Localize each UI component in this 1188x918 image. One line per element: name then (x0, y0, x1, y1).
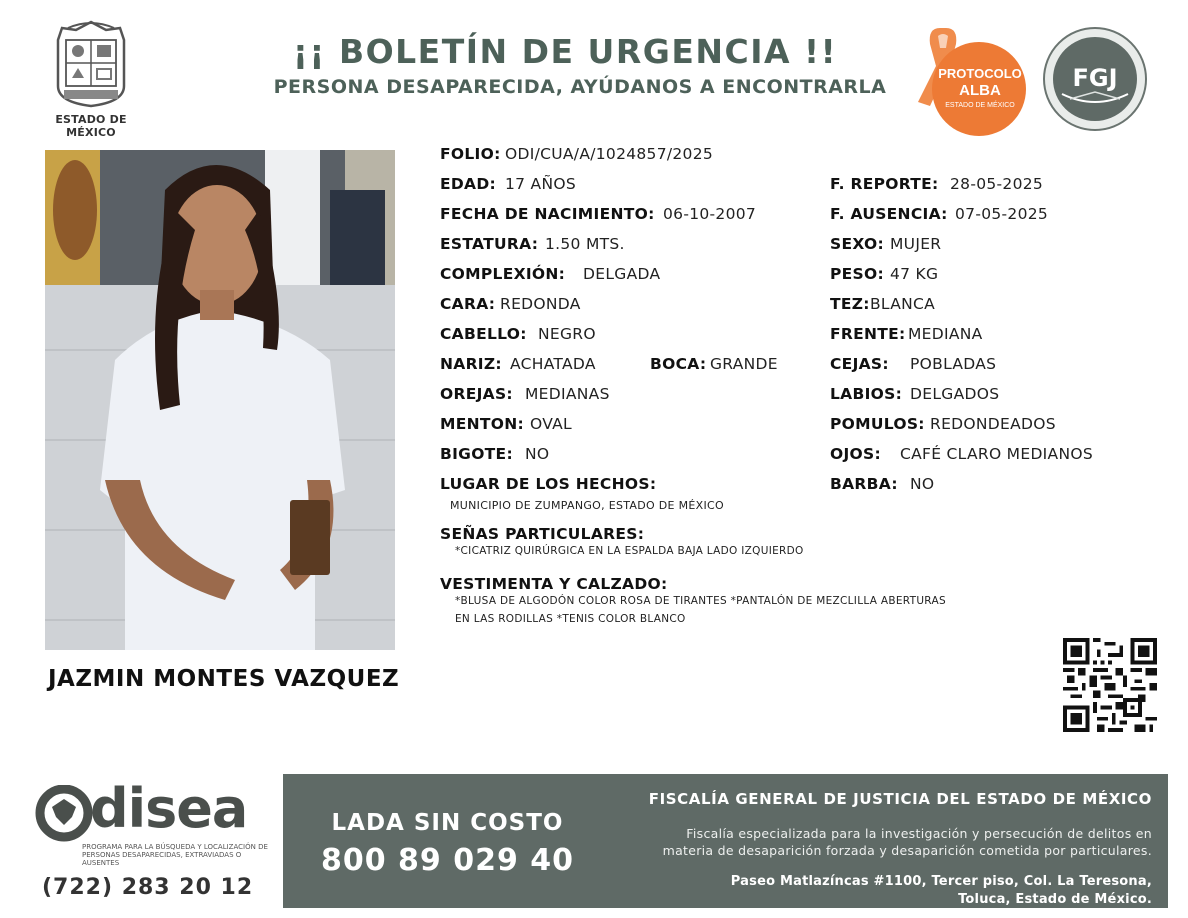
fecha-nacimiento-value: 06-10-2007 (663, 205, 757, 223)
sexo-label: SEXO: (830, 235, 885, 253)
fgj-address-line1: Paseo Matlazíncas #1100, Tercer piso, Col. La Teresona, (730, 874, 1152, 889)
qr-code[interactable] (1063, 638, 1157, 732)
cara-value: REDONDA (500, 295, 581, 313)
fgj-seal-icon (1042, 26, 1148, 132)
cabello-value: NEGRO (538, 325, 596, 343)
orejas-label: OREJAS: (440, 385, 513, 403)
bulletin-subtitle: PERSONA DESAPARECIDA, AYÚDANOS A ENCONTRARLA (273, 76, 887, 98)
menton-label: MENTON: (440, 415, 525, 433)
barba-label: BARBA: (830, 475, 898, 493)
lada-sin-costo-number[interactable]: 800 89 029 40 (320, 843, 575, 878)
bigote-label: BIGOTE: (440, 445, 513, 463)
senas-particulares-value: *CICATRIZ QUIRÚRGICA EN LA ESPALDA BAJA LADO IZQUIERDO (455, 545, 804, 557)
ojos-label: OJOS: (830, 445, 881, 463)
labios-value: DELGADOS (910, 385, 1000, 403)
pomulos-value: REDONDEADOS (930, 415, 1056, 433)
fgj-address-line2: Toluca, Estado de México. (958, 892, 1152, 907)
boca-label: BOCA: (650, 355, 707, 373)
folio-label: FOLIO: (440, 145, 501, 163)
frente-value: MEDIANA (908, 325, 983, 343)
odisea-brand-text: disea (90, 777, 248, 840)
vestimenta-label: VESTIMENTA Y CALZADO: (440, 575, 668, 593)
f-reporte-label: F. REPORTE: (830, 175, 939, 193)
fgj-description-line1: Fiscalía especializada para la investigación y persecución de delitos en (686, 826, 1152, 841)
fgj-seal-text: FGJ (1072, 64, 1118, 92)
fgj-description-line2: materia de desaparición forzada y desaparición cometida por particulares. (662, 843, 1152, 858)
ojos-value: CAFÉ CLARO MEDIANOS (900, 445, 1093, 463)
vestimenta-line1: *BLUSA DE ALGODÓN COLOR ROSA DE TIRANTES *PANTALÓN DE MEZCLILLA ABERTURAS (455, 595, 946, 607)
peso-value: 47 KG (890, 265, 939, 283)
alba-badge-line2: ALBA (959, 82, 1001, 99)
orejas-value: MEDIANAS (525, 385, 610, 403)
alba-badge-line1: PROTOCOLO (938, 66, 1022, 81)
lugar-hechos-label: LUGAR DE LOS HECHOS: (440, 475, 657, 493)
tez-label: TEZ: (830, 295, 870, 313)
fecha-nacimiento-label: FECHA DE NACIMIENTO: (440, 205, 655, 223)
missing-person-photo (45, 150, 395, 650)
folio-value: ODI/CUA/A/1024857/2025 (505, 145, 714, 163)
odisea-phone[interactable]: (722) 283 20 12 (42, 875, 254, 900)
tez-value: BLANCA (870, 295, 936, 313)
complexion-value: DELGADA (583, 265, 661, 283)
bigote-value: NO (525, 445, 550, 463)
fgj-address (600, 873, 1152, 909)
f-ausencia-value: 07-05-2025 (955, 205, 1049, 223)
cara-label: CARA: (440, 295, 496, 313)
nariz-value: ACHATADA (510, 355, 596, 373)
pomulos-label: POMULOS: (830, 415, 925, 433)
barba-value: NO (910, 475, 935, 493)
f-reporte-value: 28-05-2025 (950, 175, 1044, 193)
complexion-label: COMPLEXIÓN: (440, 265, 566, 283)
vestimenta-line2: EN LAS RODILLAS *TENIS COLOR BLANCO (455, 613, 686, 625)
labios-label: LABIOS: (830, 385, 903, 403)
lada-sin-costo-label: LADA SIN COSTO (331, 810, 564, 836)
nariz-label: NARIZ: (440, 355, 502, 373)
person-name: JAZMIN MONTES VAZQUEZ (48, 666, 400, 692)
f-ausencia-label: F. AUSENCIA: (830, 205, 948, 223)
senas-particulares-label: SEÑAS PARTICULARES: (440, 525, 645, 543)
estatura-label: ESTATURA: (440, 235, 539, 253)
cabello-label: CABELLO: (440, 325, 527, 343)
boca-value: GRANDE (710, 355, 778, 373)
frente-label: FRENTE: (830, 325, 906, 343)
state-label: ESTADO DE MÉXICO (55, 113, 127, 139)
menton-value: OVAL (530, 415, 572, 433)
odisea-description: PROGRAMA PARA LA BÚSQUEDA Y LOCALIZACIÓN DE PERSONAS DESAPARECIDAS, EXTRAVIADAS O AUSENTES (82, 843, 268, 867)
odisea-map-pin-icon (34, 785, 94, 847)
cejas-label: CEJAS: (830, 355, 889, 373)
edad-value: 17 AÑOS (505, 175, 576, 193)
fgj-title: FISCALÍA GENERAL DE JUSTICIA DEL ESTADO DE MÉXICO (648, 790, 1152, 808)
sexo-value: MUJER (890, 235, 942, 253)
edad-label: EDAD: (440, 175, 497, 193)
alba-badge-line3: ESTADO DE MÉXICO (945, 102, 1015, 109)
estado-de-mexico-coat-of-arms-icon (50, 20, 132, 108)
bulletin-title: ¡¡ BOLETÍN DE URGENCIA !! (292, 32, 838, 71)
estatura-value: 1.50 MTS. (545, 235, 625, 253)
peso-label: PESO: (830, 265, 884, 283)
cejas-value: POBLADAS (910, 355, 997, 373)
lugar-hechos-value: MUNICIPIO DE ZUMPANGO, ESTADO DE MÉXICO (450, 499, 724, 512)
fgj-description (600, 825, 1152, 859)
